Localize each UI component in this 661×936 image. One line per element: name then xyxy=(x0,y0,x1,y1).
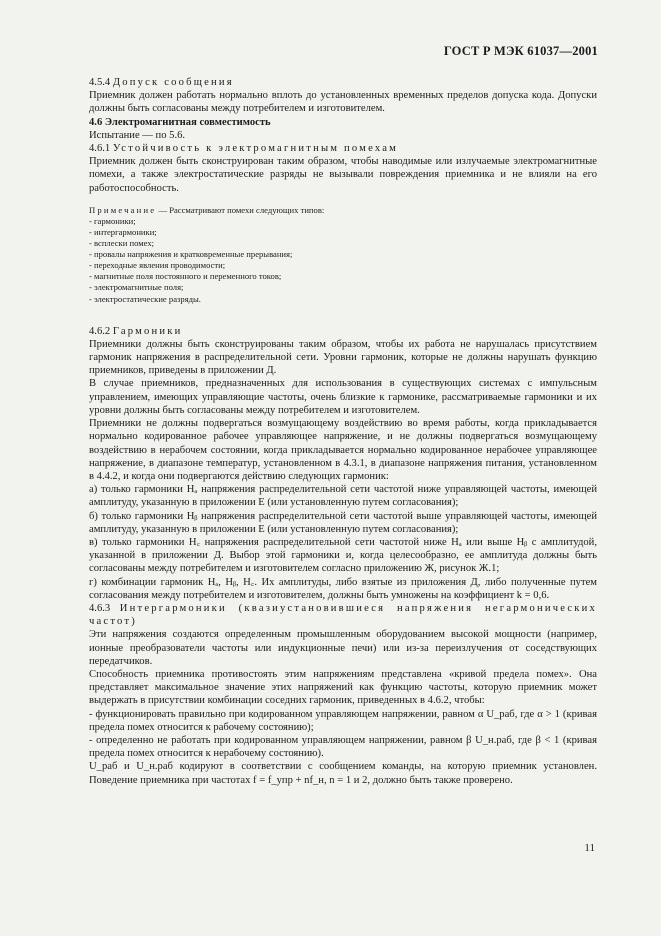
paragraph: б) только гармоники Hᵦ напряжения распределительной сети частотой выше управляющей частоты, имеющей амплитуду, указанную в приложении Е (или установленную путем согласования); xyxy=(89,510,597,535)
note-label: Примечание xyxy=(89,204,157,215)
paragraph: - функционировать правильно при кодированном управляющем напряжении, равном α U_раб, где α > 1 (кривая предела помех относится к рабочему состоянию); xyxy=(89,708,597,733)
paragraph: Приемник должен работать нормально вплоть до установленных временных пределов допуска кода. Допуски должны быть согласованы между потребителем и изготовителем. xyxy=(89,90,597,115)
note-block xyxy=(89,205,597,305)
paragraph: Приемники не должны подвергаться возмущающему воздействию во время работы, когда прикладывается нормально кодированное рабочее управляющее напряжение, и не должны подвергаться возмущающему воздействию в нерабочем состоянии, когда прикладывается нормально кодированное нерабочее управляющее напряжение, в диапазоне температур, установленном в 4.3.1, в диапазоне напряжения питания, установленном в 4.4.2, и когда они подвергаются действию следующих гармоник: xyxy=(89,418,597,482)
paragraph: а) только гармоники Hₐ напряжения распределительной сети частотой ниже управляющей частоты, имеющей амплитуду, указанную в приложении Е (или установленную путем согласования); xyxy=(89,484,597,509)
page-header: ГОСТ Р МЭК 61037—2001 xyxy=(443,44,598,58)
paragraph: г) комбинации гармоник Hₐ, Hᵦ, H꜀. Их амплитуды, либо взятые из приложения Д, либо полученные путем согласования между потребителем и изготовителем, должны быть умножены на коэффициент k = 0,6. xyxy=(89,576,597,601)
paragraph: В случае приемников, предназначенных для использования в существующих системах с импульсным управлением, имеющих управляющие частоты, очень близкие к гармонике, рассматриваемые гармоники и их уровни должны быть согласованы между потребителем и изготовителем. xyxy=(89,378,597,416)
spacer xyxy=(89,305,597,315)
section-number: 4.6.2 xyxy=(89,325,113,337)
section-title: Интергармоники (квазиустановившиеся напряжения негармонических частот) xyxy=(89,602,598,628)
note-list-item: - интергармоники; xyxy=(89,227,157,238)
section-title: Устойчивость к электромагнитным помехам xyxy=(112,143,399,155)
section-title: Гармоники xyxy=(112,325,183,337)
spacer xyxy=(89,315,597,325)
paragraph: Испытание — по 5.6. xyxy=(89,129,186,141)
paragraph: Приемник должен быть сконструирован таким образом, чтобы наводимые или излучаемые электромагнитные помехи, а также электростатические разряды не вызывали повреждения приемника и не влияли на его работоспособность. xyxy=(89,156,597,194)
paragraph: Способность приемника противостоять этим напряжениям представлена «кривой предела помех». Она представляет максимальное значение этих напряжений как функцию частоты, которую приемник может выдержать в присутствии комбинации соседних гармоник, приведенных в 4.6.2, чтобы: xyxy=(89,668,597,707)
section-heading xyxy=(89,325,597,338)
note-list-item: - всплески помех; xyxy=(89,238,155,249)
note-text: — Рассматривают помехи следующих типов: xyxy=(156,204,325,215)
page-number: 11 xyxy=(584,842,595,854)
section-heading xyxy=(89,76,597,89)
note-list-item: - переходные явления проводимости; xyxy=(89,260,226,271)
paragraph: Эти напряжения создаются определенным промышленным оборудованием высокой мощности (например, ионные преобразователи частоты или индукционные печи) или из-за переизлучения от соседствующих передатчиков. xyxy=(89,629,597,667)
note-list-item: - гармоники; xyxy=(89,215,136,226)
paragraph: в) только гармоники H꜀ напряжения распределительной сети частотой ниже Hₐ или выше Hᵦ с амплитудой, указанной в приложении Д. Выбор этой гармоники и, когда целесообразно, ее амплитуда должны быть согласованы между потребителем и изготовителем согласно приложению Ж, рисунок Ж.1; xyxy=(89,536,597,575)
paragraph: Приемники должны быть сконструированы таким образом, чтобы их работа не нарушалась присутствием гармоник напряжения в распределительной сети. Уровни гармоник, которые не должны нарушать функцию приемников, приведены в приложении Д. xyxy=(89,338,597,377)
section-title: Допуск сообщения xyxy=(112,77,234,88)
note-list-item: - провалы напряжения и кратковременные прерывания; xyxy=(89,249,293,260)
section-heading xyxy=(89,142,597,155)
section-heading xyxy=(89,602,597,628)
paragraph: U_раб и U_н.раб кодируют в соответствии с сообщением команды, на которую приемник установлен. Поведение приемника при частотах f = f_упр + nf_н, n = 1 и 2, должно быть также проверено. xyxy=(89,761,597,786)
paragraph: - определенно не работать при кодированном управляющем напряжении, равном β U_н.раб, где β < 1 (кривая предела помех относится к нерабочему состоянию). xyxy=(89,734,597,760)
page-content xyxy=(89,76,597,787)
section-heading: 4.6 Электромагнитная совместимость xyxy=(89,116,271,128)
section-number: 4.6.1 xyxy=(89,143,113,155)
section-number: 4.5.4 xyxy=(89,77,113,88)
section-number: 4.6.3 xyxy=(89,602,120,614)
note-list-item: - электромагнитные поля; xyxy=(89,282,184,293)
note-heading xyxy=(89,205,597,216)
note-list-item: - электростатические разряды. xyxy=(89,293,201,304)
note-list-item: - магнитные поля постоянного и переменного токов; xyxy=(89,271,282,282)
